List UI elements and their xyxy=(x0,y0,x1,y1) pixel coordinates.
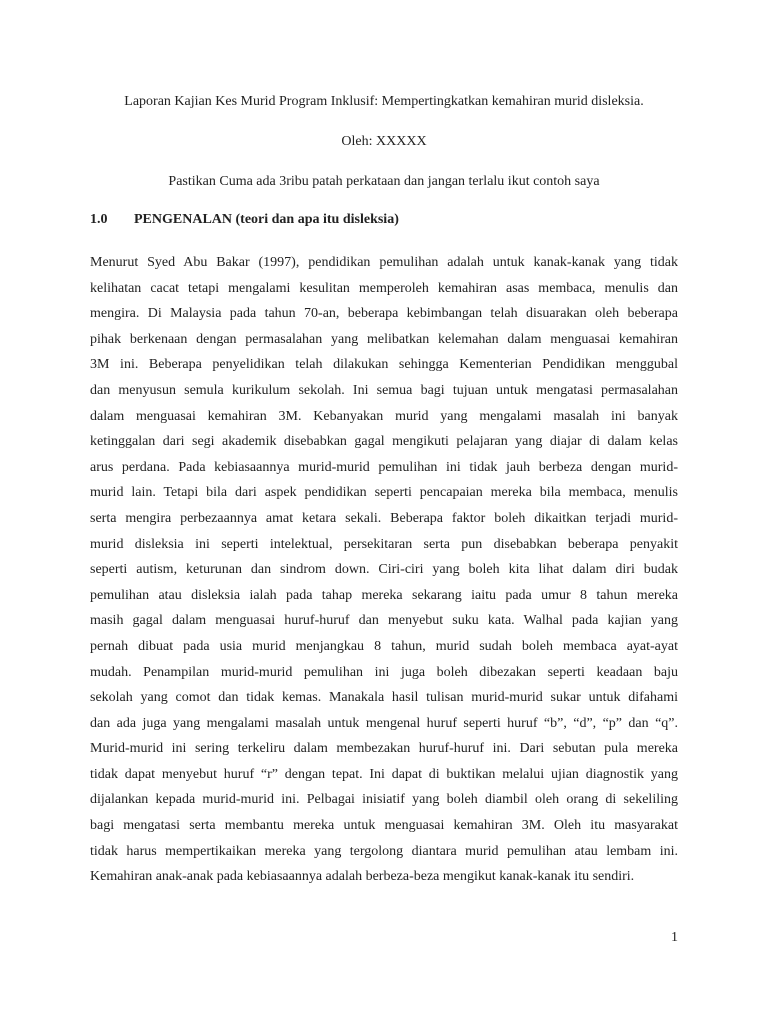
paragraph-line: ketinggalan dari segi akademik disebabkan gagal mengikuti pelajaran yang diajar di dalam kelas xyxy=(90,434,678,450)
paragraph-line: tidak harus mempertikaikan mereka yang tergolong diantara murid pemulihan atau lembam ini. xyxy=(90,843,678,859)
paragraph-line: pihak berkenaan dengan permasalahan yang melibatkan kelemahan dalam menguasai kemahiran xyxy=(90,331,678,347)
section-title: PENGENALAN (teori dan apa itu disleksia) xyxy=(134,212,399,227)
paragraph-line: arus perdana. Pada kebiasaannya murid-murid pemulihan ini tidak jauh berbeza dengan murid- xyxy=(90,459,678,475)
paragraph-line: Kemahiran anak-anak pada kebiasaannya adalah berbeza-beza mengikut kanak-kanak itu sendiri. xyxy=(90,869,635,885)
paragraph-line: pernah dibuat pada usia murid menjangkau 8 tahun, murid sudah boleh membaca ayat-ayat xyxy=(90,638,678,654)
paragraph-line: Murid-murid ini sering terkeliru dalam membezakan huruf-huruf ini. Dari sebutan pula mereka xyxy=(90,741,678,757)
paragraph-line: dijalankan kepada murid-murid ini. Pelbagai inisiatif yang boleh diambil oleh orang di sekeliling xyxy=(90,792,678,808)
section-heading xyxy=(90,212,399,228)
paragraph-line: masih gagal dalam menguasai huruf-huruf dan menyebut suku kata. Walhal pada kajian yang xyxy=(90,613,678,629)
paragraph-line: tidak dapat menyebut huruf “r” dengan tepat. Ini dapat di buktikan melalui ujian diagnostik yang xyxy=(90,766,678,782)
paragraph-line: kelihatan cacat tetapi mengalami kesulitan memperoleh kemahiran asas membaca, menulis dan xyxy=(90,280,678,296)
paragraph-line: murid disleksia ini seperti intelektual, persekitaran serta pun disebabkan beberapa penyakit xyxy=(90,536,678,552)
author-line: Oleh: XXXXX xyxy=(341,134,427,149)
paragraph-line: sekolah yang comot dan tidak kemas. Manakala hasil tulisan murid-murid sukar untuk difahami xyxy=(90,690,678,706)
paragraph-line: mudah. Penampilan murid-murid pemulihan ini juga boleh dibezakan seperti keadaan baju xyxy=(90,664,678,680)
paragraph-line: bagi mengatasi serta membantu mereka untuk menguasai kemahiran 3M. Oleh itu masyarakat xyxy=(90,818,678,834)
section-number: 1.0 xyxy=(90,212,108,227)
paragraph-line: dan menyusun semula kurikulum sekolah. Ini semua bagi tujuan untuk mengatasi permasalahan xyxy=(90,382,678,398)
paragraph-line: pemulihan atau disleksia ialah pada tahap mereka sekarang iaitu pada umur 8 tahun mereka xyxy=(90,587,678,603)
paragraph-line: serta mengira perbezaannya amat ketara sekali. Beberapa faktor boleh dikaitkan terjadi murid- xyxy=(90,510,678,526)
paragraph-line: dan ada juga yang mengalami masalah untuk mengenal huruf seperti huruf “b”, “d”, “p” dan “q”. xyxy=(90,715,678,731)
paragraph-line: murid lain. Tetapi bila dari aspek pendidikan seperti pencapaian mereka bila membaca, menulis xyxy=(90,485,678,501)
paragraph-line: dalam menguasai kemahiran 3M. Kebanyakan murid yang mengalami masalah ini banyak xyxy=(90,408,678,424)
paragraph-line: 3M ini. Beberapa penyelidikan telah dilakukan sehingga Kementerian Pendidikan menggubal xyxy=(90,357,678,373)
instruction-note: Pastikan Cuma ada 3ribu patah perkataan dan jangan terlalu ikut contoh saya xyxy=(168,174,600,189)
body-paragraph xyxy=(90,250,678,890)
paragraph-line: seperti autism, keturunan dan sindrom down. Ciri-ciri yang boleh kita lihat dalam diri budak xyxy=(90,562,678,578)
paragraph-line: Menurut Syed Abu Bakar (1997), pendidikan pemulihan adalah untuk kanak-kanak yang tidak xyxy=(90,255,678,270)
page-number: 1 xyxy=(671,930,678,945)
document-title: Laporan Kajian Kes Murid Program Inklusif: Mempertingkatkan kemahiran murid disleksia. xyxy=(124,94,644,109)
paragraph-line: mengira. Di Malaysia pada tahun 70-an, beberapa kebimbangan telah disuarakan oleh beberapa xyxy=(90,306,678,322)
